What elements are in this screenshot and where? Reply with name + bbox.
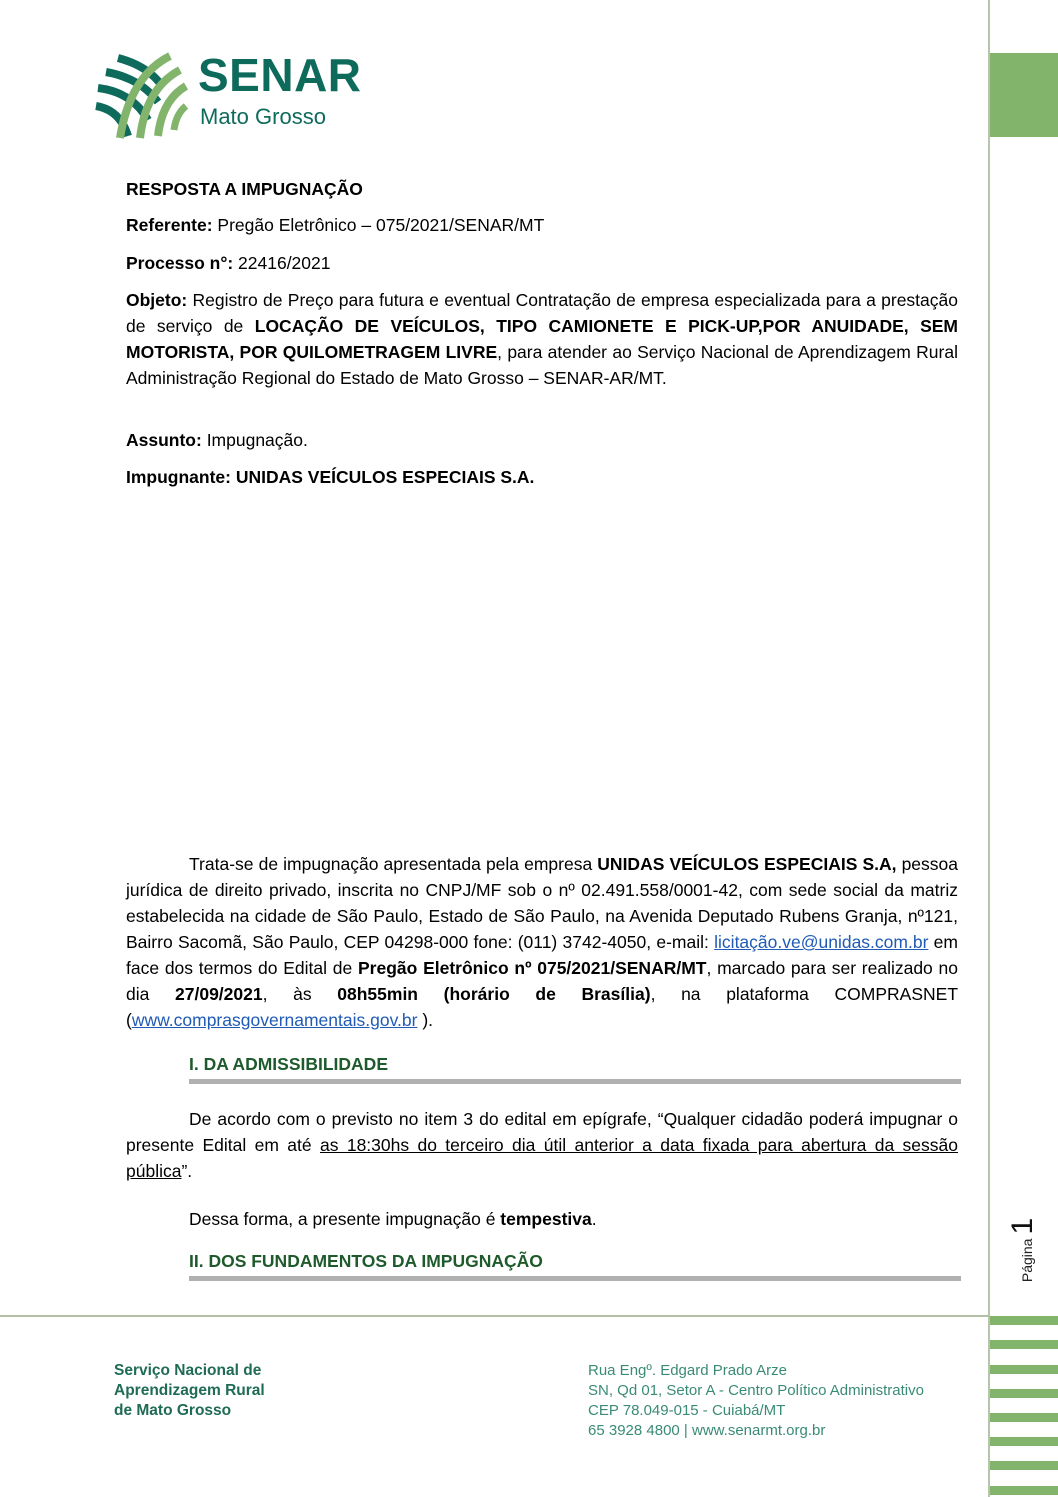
impugnante-value: UNIDAS VEÍCULOS ESPECIAIS S.A. bbox=[231, 467, 535, 487]
page-number-label bbox=[1003, 1215, 1043, 1285]
footer-address-line: CEP 78.049-015 - Cuiabá/MT bbox=[588, 1402, 786, 1419]
intro-text: , às bbox=[262, 984, 338, 1004]
conclusao-bold: tempestiva bbox=[500, 1209, 592, 1229]
intro-text: , na plataforma COMPRASNET ( bbox=[126, 984, 959, 1030]
admissibilidade-text-end: ”. bbox=[181, 1161, 193, 1181]
senar-logo bbox=[90, 50, 370, 142]
section-title: II. DOS FUNDAMENTOS DA IMPUGNAÇÃO bbox=[189, 1251, 543, 1271]
intro-company: UNIDAS VEÍCULOS ESPECIAIS S.A, bbox=[597, 854, 897, 874]
section-underline bbox=[189, 1276, 961, 1281]
doc-title-block bbox=[126, 176, 958, 202]
footer-org-line: de Mato Grosso bbox=[114, 1402, 232, 1419]
objeto-text-end: , para atender ao Serviço Nacional de Aprendizagem Rural Administração Regional do Estado de Mato Grosso – SENAR-AR/MT. bbox=[126, 342, 958, 388]
senar-leaf-icon bbox=[90, 50, 190, 142]
referente-value: Pregão Eletrônico – 075/2021/SENAR/MT bbox=[212, 215, 545, 235]
intro-text: pessoa jurídica de direito privado, inscrita no CNPJ/MF sob o nº 02.491.558/0001-42, com sede social da matriz estabelecida na cidade de São Paulo, Estado de São Paulo, na Avenida Deputado Rubens Granja, nº121, Bairro Sacomã, São Paulo, CEP 04298-000 fone: (011) 3742-4050, e-mail: bbox=[126, 854, 958, 952]
page-number: 1 bbox=[1006, 1217, 1039, 1235]
stripe bbox=[990, 1365, 1058, 1374]
processo-value: 22416/2021 bbox=[233, 253, 331, 273]
website-link[interactable]: www.comprasgovernamentais.gov.br bbox=[131, 1010, 418, 1030]
footer-address-line: Rua Engº. Edgard Prado Arze bbox=[588, 1362, 787, 1379]
assunto-label: Assunto: bbox=[126, 430, 202, 450]
referente-line bbox=[126, 212, 958, 238]
stripe bbox=[990, 1461, 1058, 1470]
section-title: I. DA ADMISSIBILIDADE bbox=[189, 1054, 388, 1074]
right-margin-rule bbox=[988, 0, 990, 1497]
intro-pregao: Pregão Eletrônico nº 075/2021/SENAR/MT bbox=[358, 958, 707, 978]
impugnante-line bbox=[126, 464, 958, 490]
section-heading-2 bbox=[189, 1250, 961, 1281]
admissibilidade-underlined: as 18:30hs do terceiro dia útil anterior a data fixada para abertura da sessão pública bbox=[126, 1135, 958, 1181]
objeto-paragraph bbox=[126, 287, 958, 391]
page-word: Página bbox=[1019, 1238, 1035, 1283]
stripe bbox=[990, 1486, 1058, 1495]
footer-address-line: SN, Qd 01, Setor A - Centro Político Administrativo bbox=[588, 1382, 924, 1399]
intro-text: Trata-se de impugnação apresentada pela empresa bbox=[189, 854, 598, 874]
impugnante-label: Impugnante: bbox=[126, 467, 231, 487]
objeto-label: Objeto: bbox=[126, 290, 188, 310]
stripe bbox=[990, 1340, 1058, 1349]
assunto-value: Impugnação. bbox=[201, 430, 308, 450]
footer-org bbox=[114, 1361, 265, 1421]
footer-stripes bbox=[990, 1316, 1058, 1497]
logo-brand: SENAR bbox=[198, 49, 362, 101]
footer-org-line: Aprendizagem Rural bbox=[114, 1382, 265, 1399]
logo-subtitle: Mato Grosso bbox=[200, 104, 326, 129]
conclusao-text: Dessa forma, a presente impugnação é bbox=[189, 1209, 501, 1229]
objeto-bold: LOCAÇÃO DE VEÍCULOS, TIPO CAMIONETE E PICK-UP,POR ANUIDADE, SEM MOTORISTA, POR QUILOMETRAGEM LIVRE bbox=[126, 316, 958, 362]
referente-label: Referente: bbox=[126, 215, 213, 235]
footer-divider bbox=[0, 1315, 990, 1317]
stripe bbox=[990, 1389, 1058, 1398]
intro-text: , marcado para ser realizado no dia bbox=[126, 958, 959, 1004]
intro-paragraph bbox=[126, 851, 958, 1033]
intro-text: em face dos termos do Edital de bbox=[126, 932, 958, 978]
intro-date: 27/09/2021 bbox=[175, 984, 263, 1004]
conclusao-text-end: . bbox=[591, 1209, 597, 1229]
stripe bbox=[990, 1413, 1058, 1422]
stripe bbox=[990, 1316, 1058, 1325]
conclusao-paragraph bbox=[126, 1206, 958, 1232]
admissibilidade-text: De acordo com o previsto no item 3 do edital em epígrafe, “Qualquer cidadão poderá impugnar o presente Edital em até bbox=[126, 1109, 958, 1155]
footer-org-line: Serviço Nacional de bbox=[114, 1362, 262, 1379]
footer-address bbox=[588, 1361, 924, 1441]
email-link[interactable]: licitação.ve@unidas.com.br bbox=[714, 932, 929, 952]
section-heading-1 bbox=[189, 1053, 961, 1084]
admissibilidade-paragraph bbox=[126, 1106, 958, 1184]
footer-contact-line: 65 3928 4800 | www.senarmt.org.br bbox=[588, 1422, 826, 1439]
doc-title: RESPOSTA A IMPUGNAÇÃO bbox=[126, 179, 363, 199]
processo-label: Processo n°: bbox=[126, 253, 234, 273]
intro-text: ). bbox=[417, 1010, 434, 1030]
stripe bbox=[990, 1437, 1058, 1446]
section-underline bbox=[189, 1079, 961, 1084]
intro-time: 08h55min (horário de Brasília) bbox=[337, 984, 651, 1004]
objeto-text: Registro de Preço para futura e eventual Contratação de empresa especializada para a prestação de serviço de bbox=[126, 290, 958, 336]
green-header-tab bbox=[990, 53, 1058, 137]
processo-line bbox=[126, 250, 958, 276]
assunto-line bbox=[126, 427, 958, 453]
